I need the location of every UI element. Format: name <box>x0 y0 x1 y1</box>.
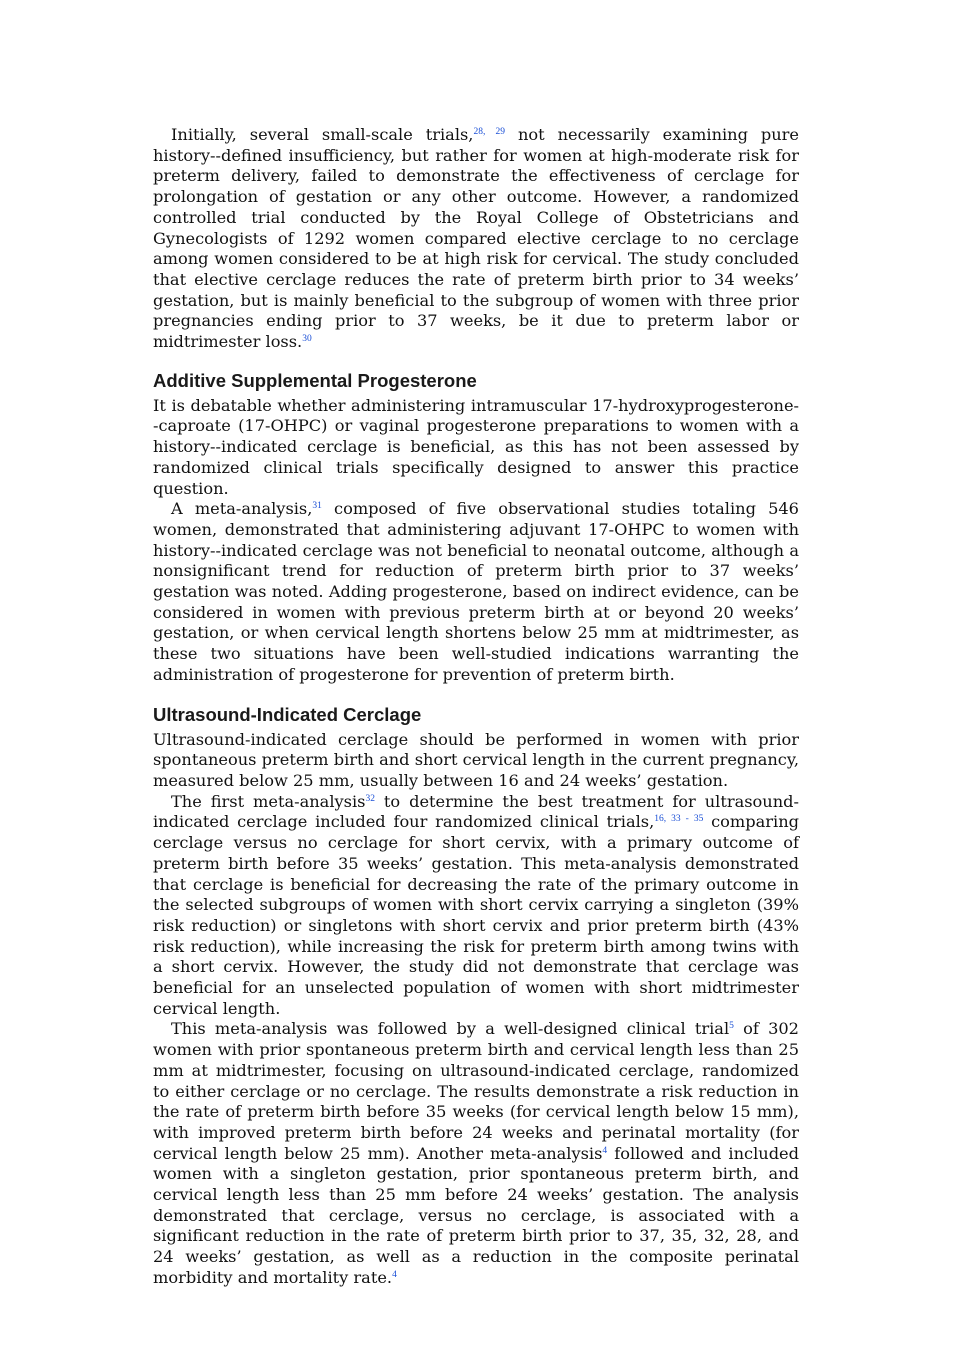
paragraph-text: not necessarily examining pure history--defined insufficiency, but rather for women at high-moderate risk for preterm delivery, failed to demonstrate the effectiveness of cerclage for prolongation of gestation or any other outcome. However, a randomized controlled trial conducted by the Royal College of Obstetricians and Gynecologists of 1292 women compared elective cerclage to no cerclage among women considered to be at high risk for cervical. The study concluded that elective cerclage reduces the rate of preterm birth prior to 34 weeks’ gestation, but is mainly beneficial to the subgroup of women with three prior pregnancies ending prior to 37 weeks, be it due to preterm labor or midtrimester loss. <box>153 125 800 352</box>
paragraph-text: followed and included women with a singleton gestation, prior spontaneous preterm birth, and cervical length less than 25 mm before 24 weeks’ gestation. The analysis demonstrated that cerclage, versus no cerclage, is associated with a significant reduction in the rate of preterm birth prior to 37, 35, 32, 28, and 24 weeks’ gestation, as well as a reduction in the composite perinatal morbidity and mortality rate. <box>153 1143 799 1287</box>
section-heading-ultrasound: Ultrasound-Indicated Cerclage <box>153 703 422 725</box>
intro-paragraph <box>153 125 799 353</box>
paper-page <box>153 125 799 1289</box>
paragraph-text: A meta-analysis, <box>171 499 313 519</box>
paragraph-text: to determine the best treatment for ultrasound-indicated cerclage included four randomized clinical trials, <box>153 791 799 832</box>
paragraph-text: comparing cerclage versus no cerclage for short cervix, with a primary outcome of preterm birth before 35 weeks’ gestation. This meta-analysis demonstrated that cerclage is beneficial for decreasing the rate of the primary outcome in the selected subgroups of women with short cervix carrying a singleton (39% risk reduction) or singletons with short cervix and prior preterm birth (43% risk reduction), while increasing the risk for preterm birth among twins with a short cervix. However, the study did not demonstrate that cerclage was beneficial for an unselected population of women with short midtrimester cervical length. <box>153 812 799 1018</box>
citation-ref-5[interactable]: 5 <box>729 1021 734 1032</box>
ultrasound-paragraph-2 <box>153 792 799 1020</box>
paragraph-text: It is debatable whether administering intramuscular 17-hydroxyprogesterone--caproate (17-OHPC) or vaginal progesterone preparations to women with a history--indicated cerclage is beneficial, as this has not been assessed by randomized clinical trials specifically designed to answer this practice question. <box>153 395 799 498</box>
citation-ref-32[interactable]: 32 <box>365 793 375 804</box>
progesterone-paragraph-2 <box>153 499 799 685</box>
progesterone-paragraph-1 <box>153 396 799 500</box>
citation-ref-30[interactable]: 30 <box>302 334 312 345</box>
ultrasound-paragraph-3 <box>153 1019 799 1288</box>
paragraph-text: The first meta-analysis <box>171 791 366 811</box>
paragraph-text: of 302 women with prior spontaneous preterm birth and cervical length less than 25 mm at midtrimester, focusing on ultrasound-indicated cerclage, randomized to either cerclage or no cerclage. The results demonstrate a risk reduction in the rate of preterm birth before 35 weeks (for cervical length below 15 mm), with improved preterm birth before 24 weeks and perinatal mortality (for cervical length below 25 mm). Another meta-analysis <box>153 1019 799 1163</box>
citation-ref-31[interactable]: 31 <box>312 501 322 512</box>
paragraph-text: This meta-analysis was followed by a well-designed clinical trial <box>171 1019 730 1039</box>
citation-ref-4-end[interactable]: 4 <box>392 1269 397 1280</box>
paragraph-text: Ultrasound-indicated cerclage should be performed in women with prior spontaneous preterm birth and short cervical length in the current pregnancy, measured below 25 mm, usually between 16 and 24 weeks’ gestation. <box>153 729 799 790</box>
section-heading-progesterone: Additive Supplemental Progesterone <box>153 369 477 391</box>
citation-ref-28-29[interactable]: 28, 29 <box>473 127 506 137</box>
paragraph-text: Initially, several small-scale trials, <box>171 125 474 144</box>
citation-ref-4[interactable]: 4 <box>602 1145 608 1156</box>
paragraph-text: composed of five observational studies totaling 546 women, demonstrated that administering adjuvant 17-OHPC to women with history--indicated cerclage was not beneficial to neonatal outcome, although a nonsignificant trend for reduction of preterm birth prior to 37 weeks’ gestation was noted. Adding progesterone, based on indirect evidence, can be considered in women with previous preterm birth at or beyond 20 weeks’ gestation, or when cervical length shortens below 25 mm at midtrimester, as these two situations have been well-studied indications warranting the administration of progesterone for prevention of preterm birth. <box>153 499 799 684</box>
citation-ref-16-33-35[interactable]: 16, 33 - 35 <box>654 814 704 825</box>
ultrasound-paragraph-1 <box>153 730 799 792</box>
